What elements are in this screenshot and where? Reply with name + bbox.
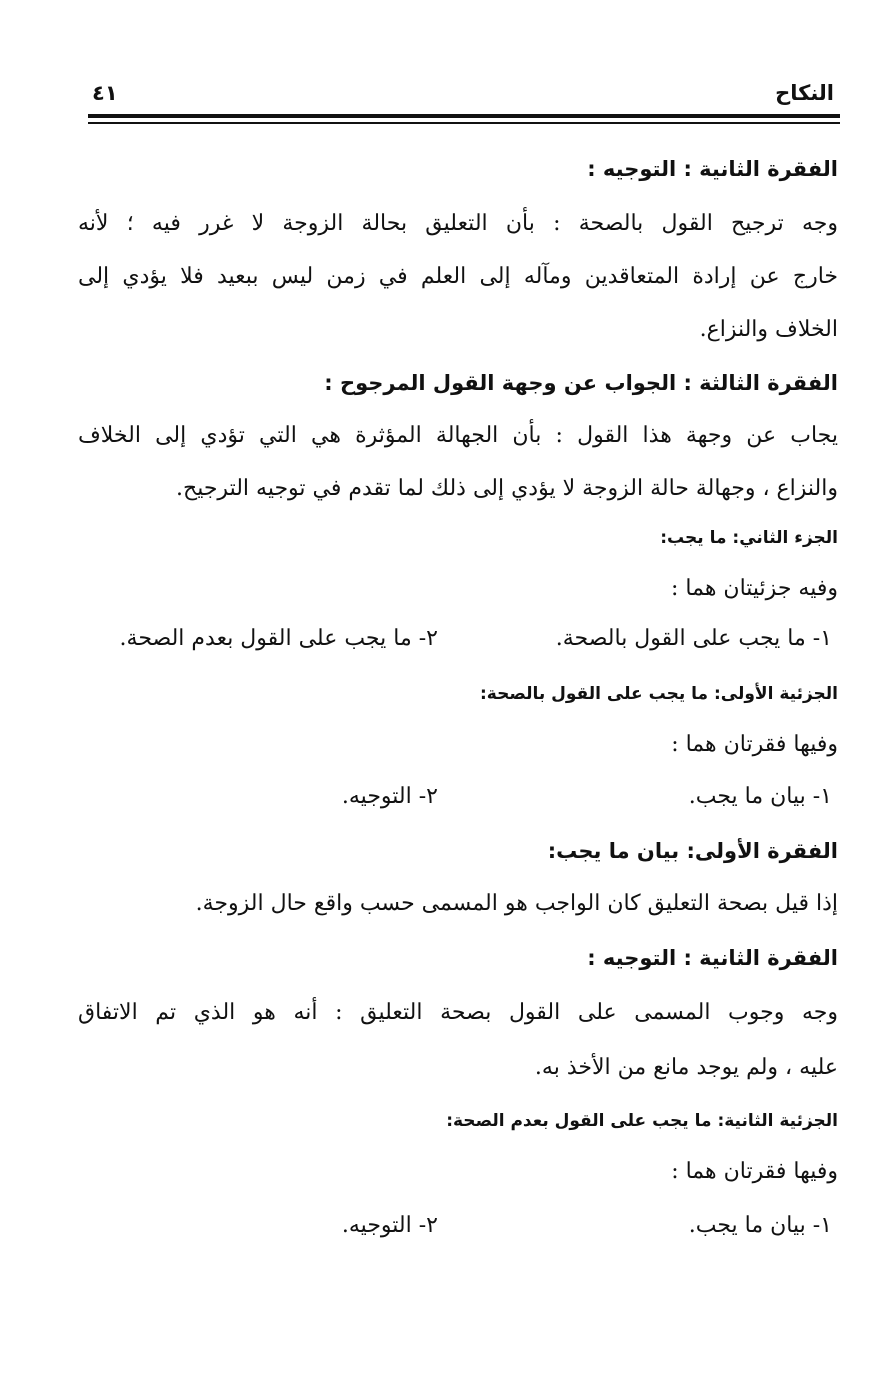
text-line: وفيها فقرتان هما :: [671, 1159, 838, 1184]
text-line: والنزاع ، وجهالة حالة الزوجة لا يؤدي إلى ذلك لما تقدم في توجيه الترجيح.: [176, 476, 838, 501]
heading-paragraph-3-answer: الفقرة الثالثة : الجواب عن وجهة القول المرجوح :: [324, 371, 838, 395]
header-title: النكاح: [775, 81, 834, 105]
list-item-1: ١- ما يجب على القول بالصحة.: [555, 626, 832, 651]
running-header: [88, 78, 838, 118]
header-rule-thin: [88, 122, 840, 124]
text-line: عليه ، ولم يوجد مانع من الأخذ به.: [534, 1055, 838, 1080]
text-line: وجه ترجيح القول بالصحة : بأن التعليق بحالة الزوجة لا غرر فيه ؛ لأنه: [78, 211, 838, 236]
page-number: ٤١: [92, 81, 118, 105]
list-item-2: ٢- ما يجب على القول بعدم الصحة.: [119, 626, 438, 651]
list-item-1: ١- بيان ما يجب.: [688, 784, 832, 809]
text-line: وفيه جزئيتان هما :: [671, 576, 838, 601]
heading-paragraph-1-statement: الفقرة الأولى: بيان ما يجب:: [547, 839, 838, 863]
text-line: يجاب عن وجهة هذا القول : بأن الجهالة المؤثرة هي التي تؤدي إلى الخلاف: [78, 423, 838, 448]
heading-paragraph-2-orientation: الفقرة الثانية : التوجيه :: [587, 946, 838, 970]
list-item-2: ٢- التوجيه.: [341, 784, 438, 809]
text-line: خارج عن إرادة المتعاقدين ومآله إلى العلم في زمن ليس ببعيد فلا يؤدي إلى: [78, 264, 838, 289]
text-line: وجه وجوب المسمى على القول بصحة التعليق : أنه هو الذي تم الاتفاق: [78, 1000, 838, 1025]
text-line: الخلاف والنزاع.: [699, 317, 838, 342]
text-line: وفيها فقرتان هما :: [671, 732, 838, 757]
list-item-2: ٢- التوجيه.: [341, 1213, 438, 1238]
heading-subpart-1: الجزئية الأولى: ما يجب على القول بالصحة:: [479, 684, 838, 704]
heading-subpart-2: الجزئية الثانية: ما يجب على القول بعدم الصحة:: [446, 1111, 838, 1131]
list-item-1: ١- بيان ما يجب.: [688, 1213, 832, 1238]
text-line: إذا قيل بصحة التعليق كان الواجب هو المسمى حسب واقع حال الزوجة.: [195, 891, 838, 916]
heading-part-2: الجزء الثاني: ما يجب:: [660, 528, 838, 548]
header-rule-thick: [88, 114, 840, 118]
heading-paragraph-2-orientation: الفقرة الثانية : التوجيه :: [587, 157, 838, 181]
